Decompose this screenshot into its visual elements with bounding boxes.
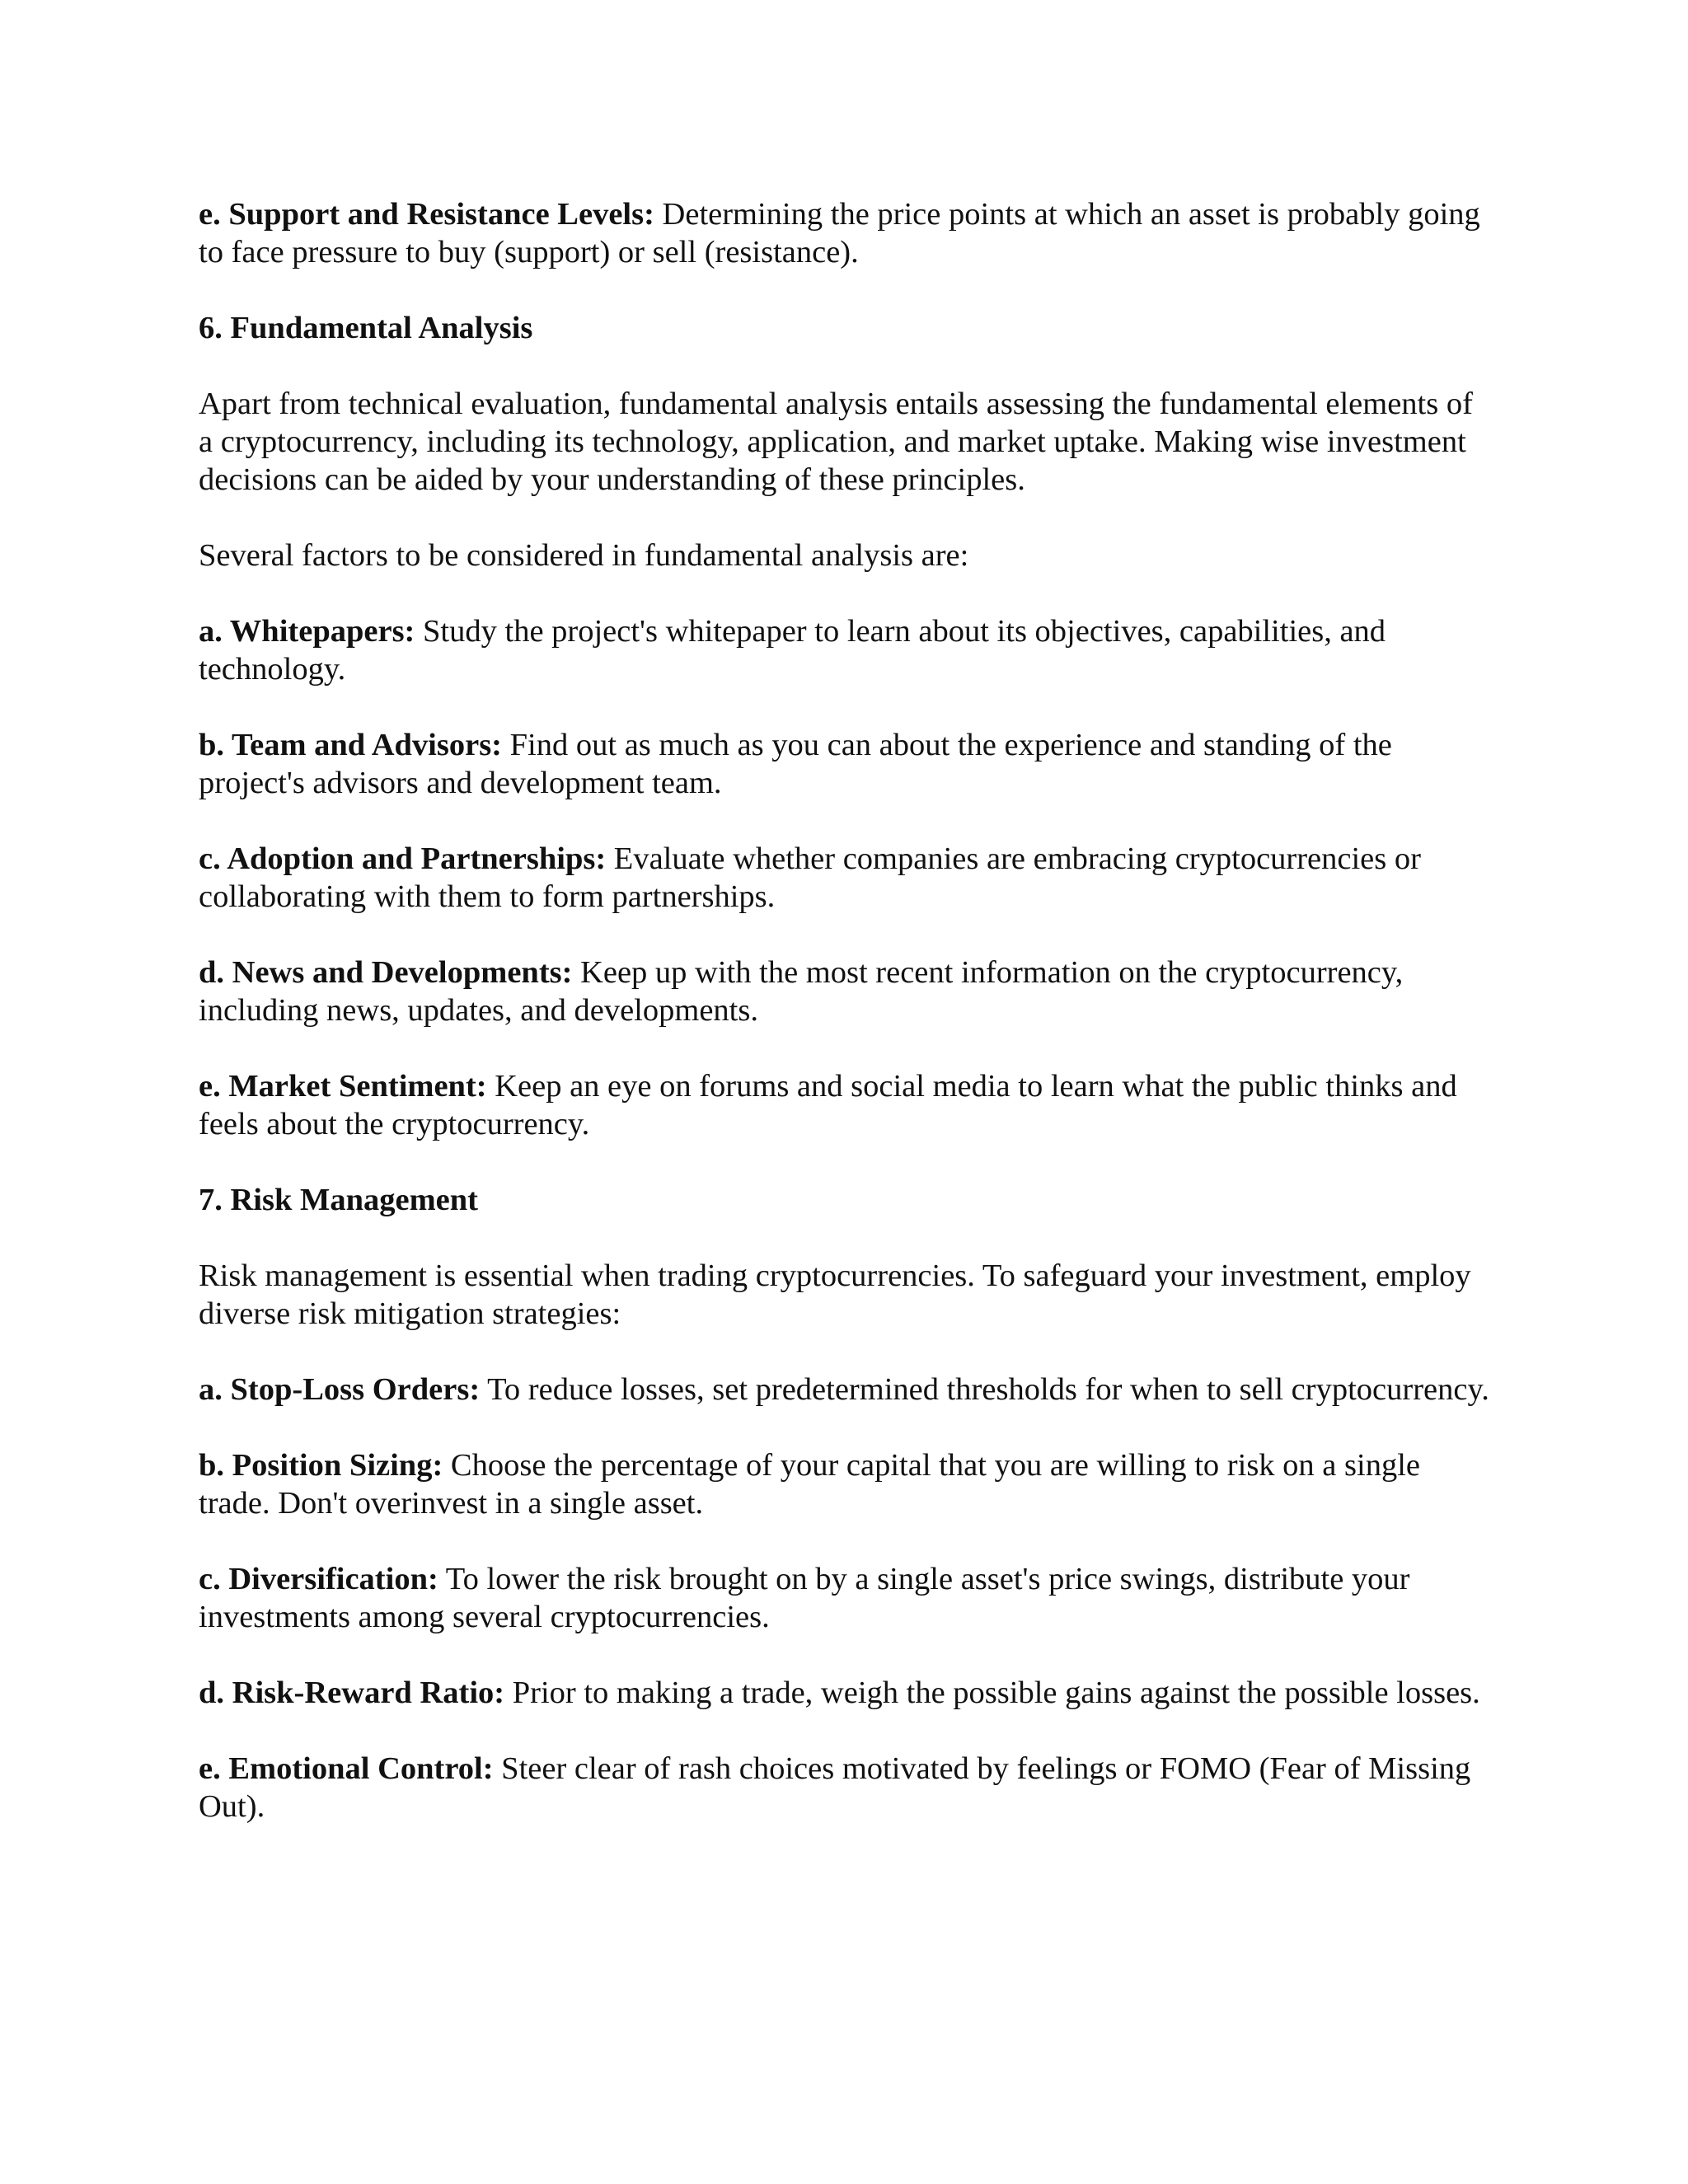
list-item-team-advisors <box>199 726 1494 802</box>
item-label: a. Whitepapers: <box>199 614 415 649</box>
item-label: b. Team and Advisors: <box>199 728 503 762</box>
item-label: c. Diversification: <box>199 1562 438 1596</box>
list-item-whitepapers <box>199 612 1494 688</box>
list-item-emotional-control <box>199 1750 1494 1825</box>
item-label: a. Stop-Loss Orders: <box>199 1372 481 1407</box>
item-label: b. Position Sizing: <box>199 1448 443 1483</box>
item-text: To lower the risk brought on by a single asset's price swings, distribute your investments among several cryptocurrencies. <box>199 1562 1410 1634</box>
item-text: Steer clear of rash choices motivated by feelings or FOMO (Fear of Missing Out). <box>199 1751 1471 1824</box>
item-text: Determining the price points at which an asset is probably going to face pressure to buy (support) or sell (resistance). <box>199 197 1480 269</box>
item-text: Find out as much as you can about the experience and standing of the project's advisors and development team. <box>199 728 1392 800</box>
fundamental-analysis-intro: Apart from technical evaluation, fundamental analysis entails assessing the fundamental elements of a cryptocurrency, including its technology, application, and market uptake. Making wise investment decisions can be aided by your understanding of these principles. <box>199 387 1473 497</box>
item-label: e. Support and Resistance Levels: <box>199 197 654 232</box>
item-text: Evaluate whether companies are embracing cryptocurrencies or collaborating with them to form partnerships. <box>199 841 1421 914</box>
section-heading-fundamental-analysis: 6. Fundamental Analysis <box>199 311 533 345</box>
list-item-position-sizing <box>199 1446 1494 1522</box>
list-item-adoption-partnerships <box>199 840 1494 916</box>
item-text: Choose the percentage of your capital that you are willing to risk on a single trade. Don't overinvest in a single asset. <box>199 1448 1420 1521</box>
item-text: Prior to making a trade, weigh the possible gains against the possible losses. <box>504 1675 1480 1710</box>
item-text: To reduce losses, set predetermined thresholds for when to sell cryptocurrency. <box>480 1372 1489 1407</box>
support-resistance-paragraph <box>199 195 1494 271</box>
risk-management-intro: Risk management is essential when trading cryptocurrencies. To safeguard your investment, employ diverse risk mitigation strategies: <box>199 1258 1471 1331</box>
list-item-diversification <box>199 1560 1494 1636</box>
list-item-stop-loss <box>199 1371 1494 1408</box>
list-item-news-developments <box>199 954 1494 1029</box>
item-text: Keep up with the most recent information on the cryptocurrency, including news, updates, and developments. <box>199 955 1404 1028</box>
item-label: d. Risk-Reward Ratio: <box>199 1675 505 1710</box>
section-heading-risk-management: 7. Risk Management <box>199 1183 478 1217</box>
item-label: e. Market Sentiment: <box>199 1069 487 1104</box>
list-item-market-sentiment <box>199 1067 1494 1143</box>
document-content <box>199 195 1494 1863</box>
fundamental-factors-intro: Several factors to be considered in fundamental analysis are: <box>199 538 969 573</box>
item-label: e. Emotional Control: <box>199 1751 494 1786</box>
item-label: c. Adoption and Partnerships: <box>199 841 607 876</box>
list-item-risk-reward <box>199 1674 1494 1712</box>
item-label: d. News and Developments: <box>199 955 573 990</box>
item-text: Study the project's whitepaper to learn about its objectives, capabilities, and technology. <box>199 614 1386 687</box>
item-text: Keep an eye on forums and social media to learn what the public thinks and feels about the cryptocurrency. <box>199 1069 1457 1141</box>
